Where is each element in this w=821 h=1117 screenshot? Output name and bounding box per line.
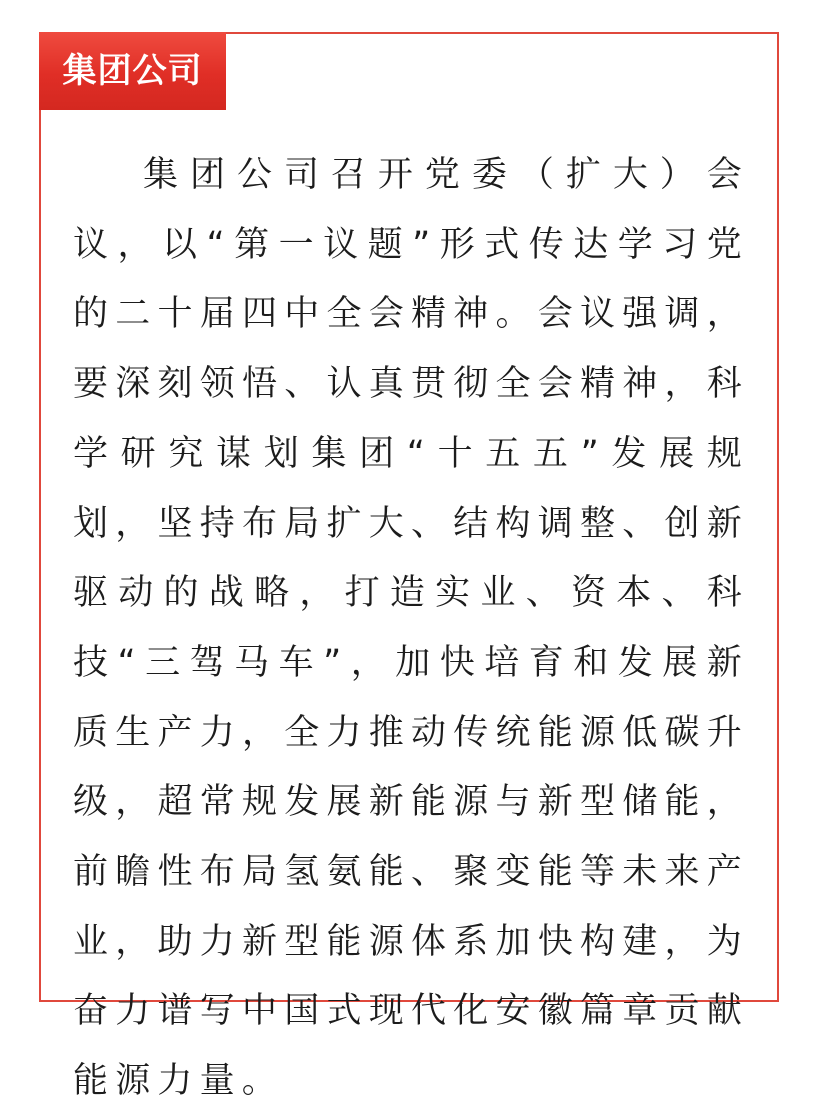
section-tag: 集团公司: [39, 32, 226, 110]
article-paragraph: 集团公司召开党委（扩大）会议，以“第一议题”形式传达学习党的二十届四中全会精神。会议强调，要深刻领悟、认真贯彻全会精神，科学研究谋划集团“十五五”发展规划，坚持布局扩大、结构调整、创新驱动的战略，打造实业、资本、科技“三驾马车”，加快培育和发展新质生产力，全力推动传统能源低碳升级，超常规发展新能源与新型储能，前瞻性布局氢氨能、聚变能等未来产业，助力新型能源体系加快构建，为奋力谱写中国式现代化安徽篇章贡献能源力量。: [73, 155, 749, 1102]
news-card: [39, 32, 779, 1102]
